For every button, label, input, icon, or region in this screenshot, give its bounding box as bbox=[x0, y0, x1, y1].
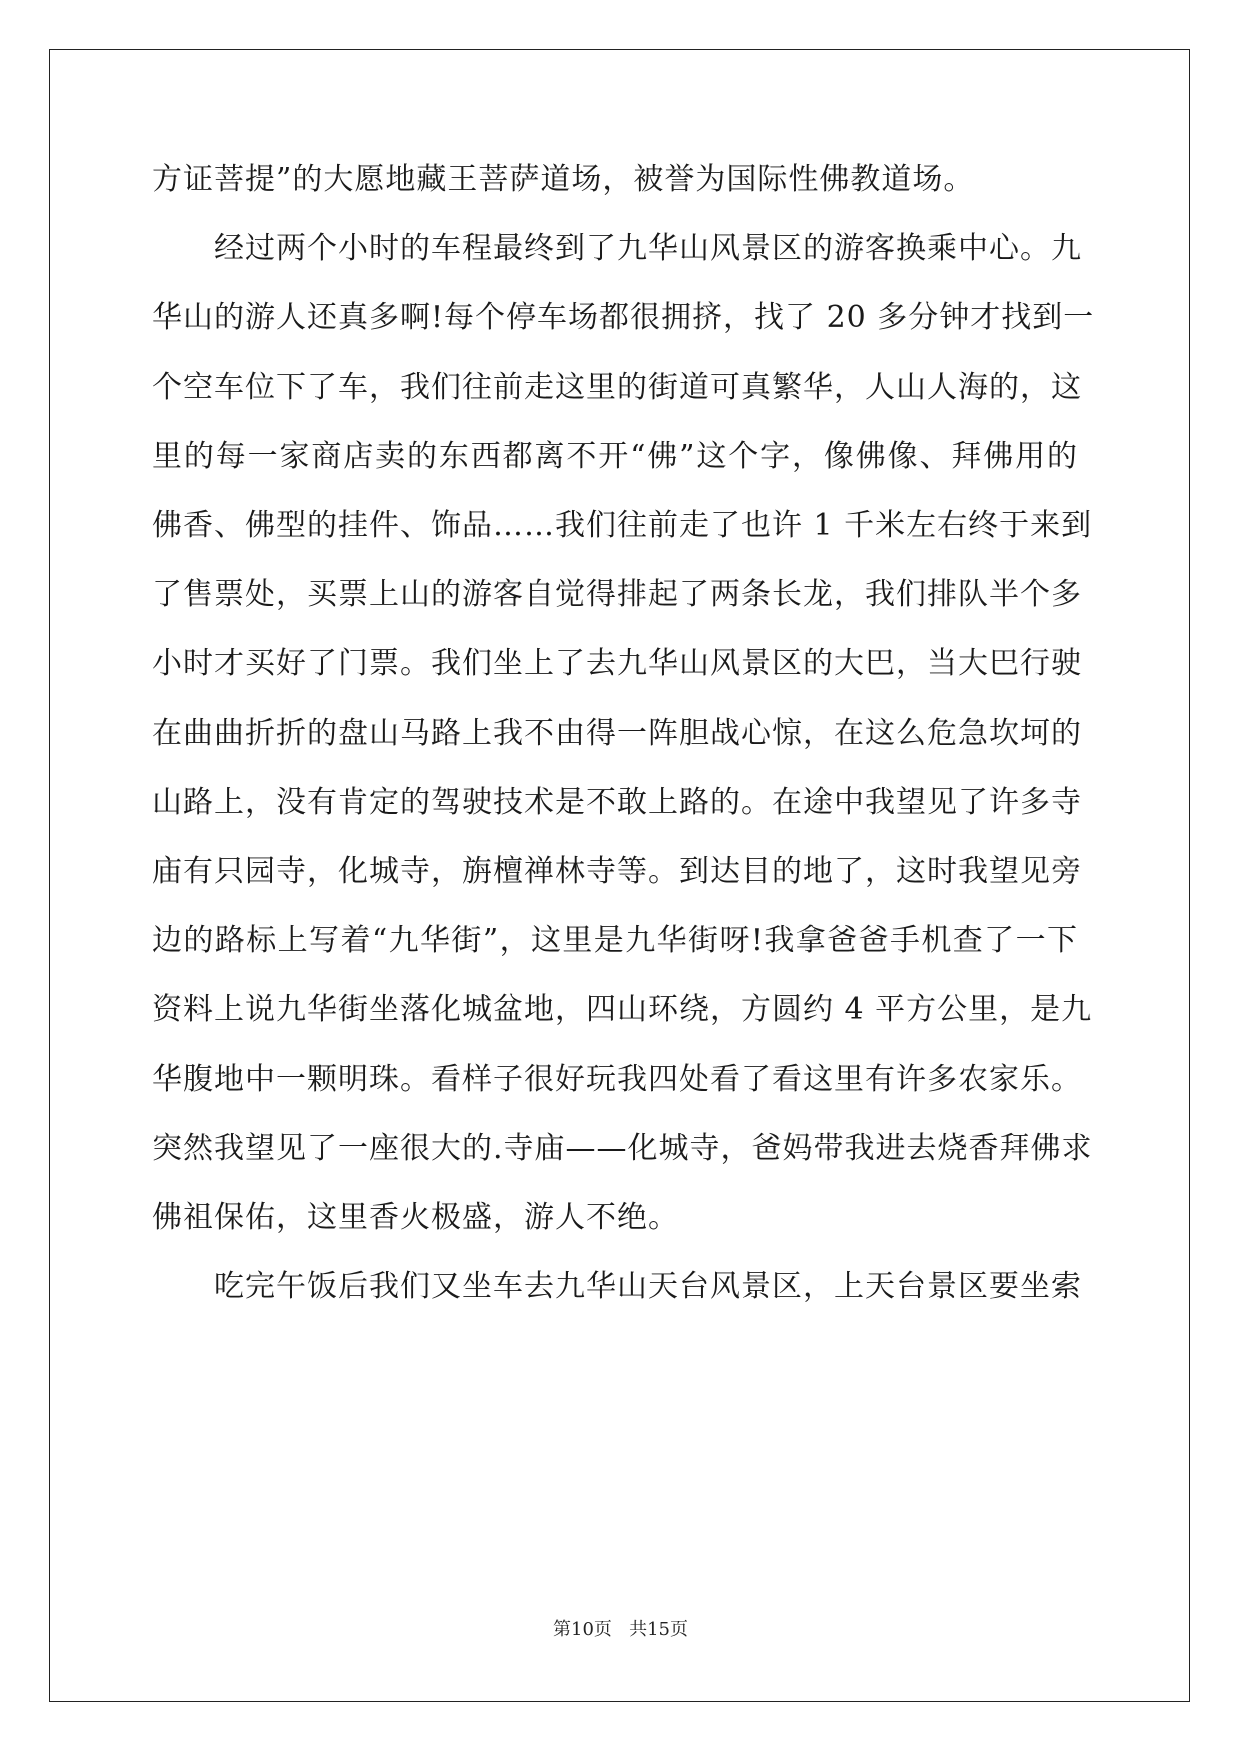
text-line: 小时才买好了门票。我们坐上了去九华山风景区的大巴，当大巴行驶 bbox=[152, 646, 1082, 682]
text-line: 佛祖保佑，这里香火极盛，游人不绝。 bbox=[152, 1200, 679, 1235]
text-line: 方证菩提”的大愿地藏王菩萨道场，被誉为国际性佛教道场。 bbox=[152, 162, 975, 197]
text-line: 里的每一家商店卖的东西都离不开“佛”这个字，像佛像、拜佛用的 bbox=[152, 438, 1078, 474]
page-number: 第10页 bbox=[553, 1619, 612, 1640]
text-line: 华山的游人还真多啊!每个停车场都很拥挤，找了 20 多分钟才找到一 bbox=[152, 300, 1095, 336]
text-line: 个空车位下了车，我们往前走这里的街道可真繁华，人山人海的，这 bbox=[152, 369, 1082, 405]
page-footer bbox=[0, 1618, 1241, 1642]
text-line: 资料上说九华街坐落化城盆地，四山环绕，方圆约 4 平方公里，是九 bbox=[152, 992, 1093, 1028]
text-line: 庙有只园寺，化城寺，旃檀禅林寺等。到达目的地了，这时我望见旁 bbox=[152, 854, 1082, 889]
text-line: 华腹地中一颗明珠。看样子很好玩我四处看了看这里有许多农家乐。 bbox=[152, 1061, 1082, 1097]
page-total: 共15页 bbox=[629, 1619, 688, 1640]
text-line: 山路上，没有肯定的驾驶技术是不敢上路的。在途中我望见了许多寺 bbox=[152, 784, 1082, 820]
text-line: 在曲曲折折的盘山马路上我不由得一阵胆战心惊，在这么危急坎坷的 bbox=[152, 715, 1082, 751]
text-line: 突然我望见了一座很大的.寺庙——化城寺，爸妈带我进去烧香拜佛求 bbox=[152, 1130, 1093, 1166]
text-line: 佛香、佛型的挂件、饰品……我们往前走了也许 1 千米左右终于来到 bbox=[152, 508, 1093, 543]
text-line: 边的路标上写着“九华街”，这里是九华街呀!我拿爸爸手机查了一下 bbox=[152, 923, 1078, 959]
text-line: 经过两个小时的车程最终到了九华山风景区的游客换乘中心。九 bbox=[214, 231, 1082, 267]
text-line: 了售票处，买票上山的游客自觉得排起了两条长龙，我们排队半个多 bbox=[152, 577, 1082, 613]
text-line: 吃完午饭后我们又坐车去九华山天台风景区，上天台景区要坐索 bbox=[214, 1269, 1082, 1305]
